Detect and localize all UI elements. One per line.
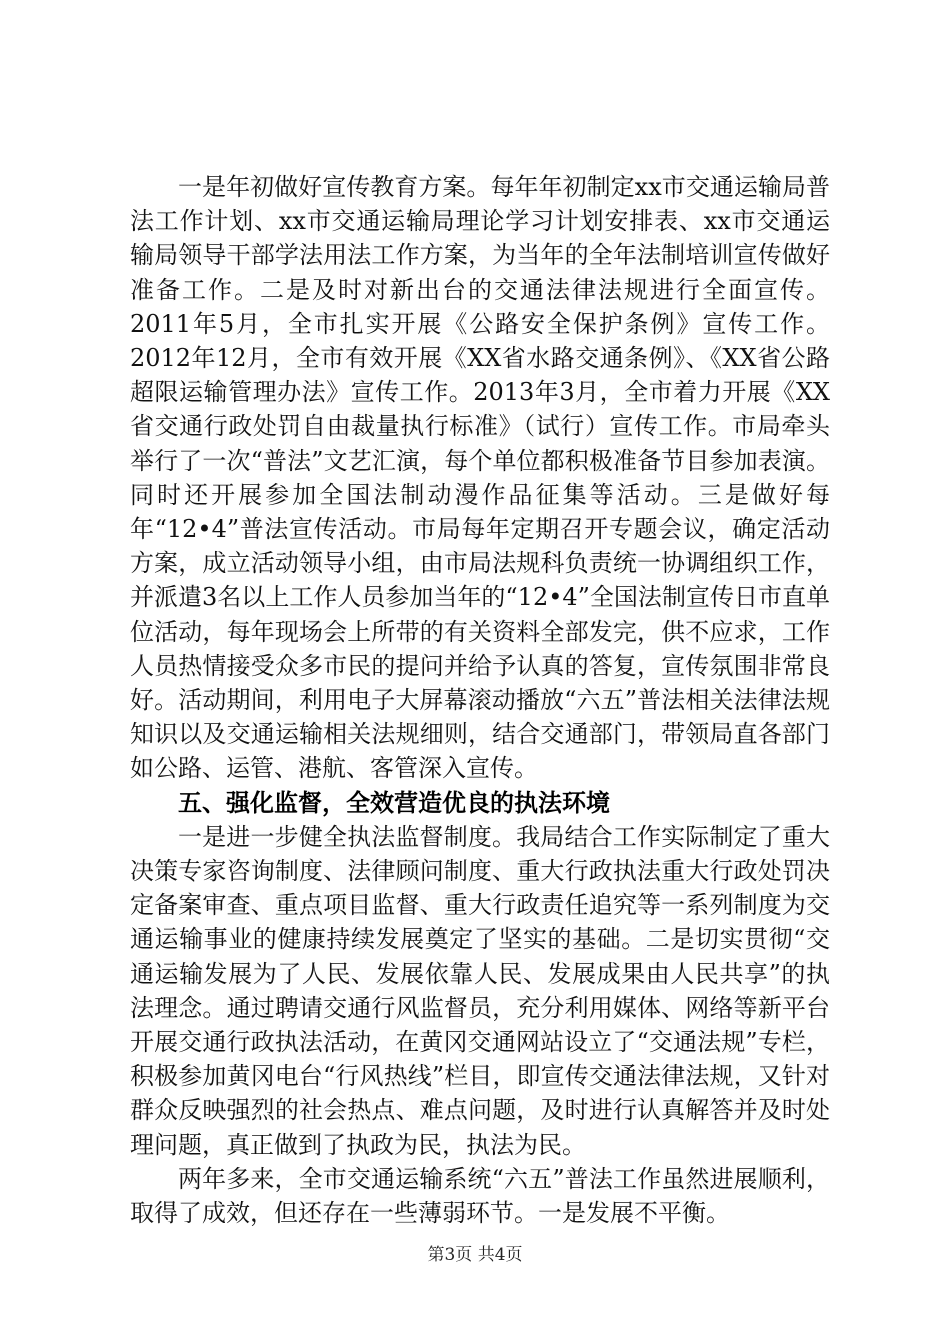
document-body xyxy=(130,170,830,1230)
paragraph-supervision: 一是进一步健全执法监督制度。我局结合工作实际制定了重大决策专家咨询制度、法律顾问制度、重大行政执法重大行政处罚决定备案审查、重点项目监督、重大行政责任追究等一系列制度为交通运输事业的健康持续发展奠定了坚实的基础。二是切实贯彻“交通运输发展为了人民、发展依靠人民、发展成果由人民共享”的执法理念。通过聘请交通行风监督员，充分利用媒体、网络等新平台开展交通行政执法活动，在黄冈交通网站设立了“交通法规”专栏，积极参加黄冈电台“行风热线”栏目，即宣传交通法律法规，又针对群众反映强烈的社会热点、难点问题，及时进行认真解答并及时处理问题，真正做到了执政为民，执法为民。 xyxy=(130,822,830,1159)
paragraph-publicity: 一是年初做好宣传教育方案。每年年初制定xx市交通运输局普法工作计划、xx市交通运输局理论学习计划安排表、xx市交通运输局领导干部学法用法工作方案，为当年的全年法制培训宣传做好准备工作。二是及时对新出台的交通法律法规进行全面宣传。2011年5月，全市扎实开展《公路安全保护条例》宣传工作。2012年12月，全市有效开展《XX省水路交通条例》、《XX省公路超限运输管理办法》宣传工作。2013年3月，全市着力开展《XX省交通行政处罚自由裁量执行标准》（试行）宣传工作。市局牵头举行了一次“普法”文艺汇演，每个单位都积极准备节目参加表演。同时还开展参加全国法制动漫作品征集等活动。三是做好每年“12•4”普法宣传活动。市局每年定期召开专题会议，确定活动方案，成立活动领导小组，由市局法规科负责统一协调组织工作，并派遣3名以上工作人员参加当年的“12•4”全国法制宣传日市直单位活动，每年现场会上所带的有关资料全部发完，供不应求，工作人员热情接受众多市民的提问并给予认真的答复，宣传氛围非常良好。活动期间，利用电子大屏幕滚动播放“六五”普法相关法律法规知识以及交通运输相关法规细则，结合交通部门，带领局直各部门如公路、运管、港航、客管深入宣传。 xyxy=(130,173,830,783)
section-heading-five: 五、强化监督，全效营造优良的执法环境 xyxy=(178,788,610,817)
page-footer: 第3页 共4页 xyxy=(427,1245,523,1265)
paragraph-summary: 两年多来，全市交通运输系统“六五”普法工作虽然进展顺利，取得了成效，但还存在一些薄弱环节。一是发展不平衡。 xyxy=(130,1164,830,1228)
